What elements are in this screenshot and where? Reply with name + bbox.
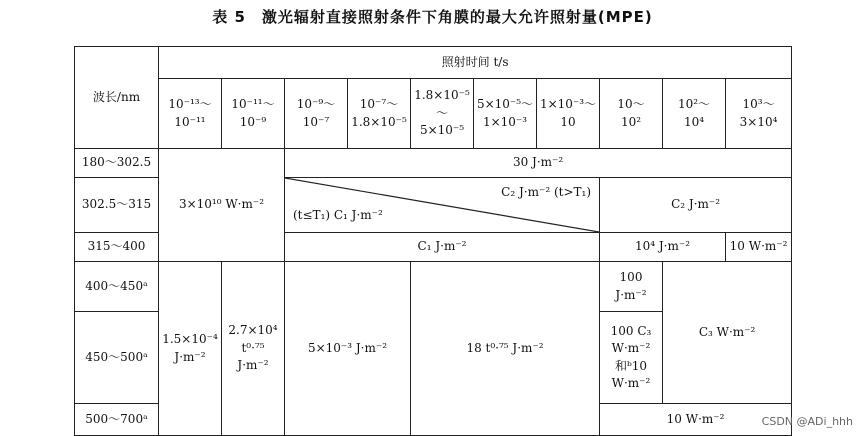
wavelength-cell: 302.5～315 <box>75 178 159 233</box>
wavelength-header: 波长/nm <box>75 47 159 149</box>
time-range-header <box>411 79 474 149</box>
diagonal-split-cell <box>285 178 600 233</box>
mpe-cell: C₁ J·m⁻² <box>285 233 600 262</box>
wavelength-cell: 500～700ᵃ <box>75 404 159 436</box>
time-range-header <box>537 79 600 149</box>
time-range-header <box>222 79 285 149</box>
mpe-cell: 18 t⁰·⁷⁵ J·m⁻² <box>411 262 600 436</box>
diag-lower-text: (t≤T₁) C₁ J·m⁻² <box>293 207 383 222</box>
mpe-cell <box>159 262 222 436</box>
time-range-top: 10～ <box>617 97 645 112</box>
wavelength-cell: 315～400 <box>75 233 159 262</box>
watermark: CSDN @ADi_hhh <box>761 415 853 428</box>
mpe-line: 100 C₃ <box>610 323 652 338</box>
time-range-top: 10⁻⁷～ <box>359 97 399 112</box>
mpe-line: J·m⁻² <box>615 287 647 302</box>
time-range-bottom: 1×10⁻³ <box>482 114 528 129</box>
time-range-top: 10⁻⁹～ <box>296 97 336 112</box>
uv-short-pulse-cell: 3×10¹⁰ W·m⁻² <box>159 149 285 262</box>
time-range-header <box>348 79 411 149</box>
time-range-header <box>726 79 792 149</box>
table-title: 表 5 激光辐射直接照射条件下角膜的最大允许照射量(MPE) <box>212 8 653 26</box>
time-range-top: 10⁻¹¹～ <box>231 97 275 112</box>
time-range-bottom: 10 <box>560 114 576 129</box>
mpe-line: 和ᵇ10 <box>614 358 648 373</box>
mpe-line: 2.7×10⁴ <box>228 323 278 338</box>
mpe-line: W·m⁻² <box>611 341 651 356</box>
mpe-cell: 10 W·m⁻² <box>600 404 792 436</box>
time-range-top: 1.8×10⁻⁵～ <box>414 88 470 120</box>
mpe-table <box>74 46 792 436</box>
wavelength-cell: 450～500ᵃ <box>75 312 159 404</box>
mpe-cell: C₂ J·m⁻² <box>600 178 792 233</box>
mpe-line: J·m⁻² <box>174 349 206 364</box>
time-range-top: 5×10⁻⁵～ <box>476 97 534 112</box>
time-range-bottom: 10⁴ <box>683 114 705 129</box>
time-range-header <box>663 79 726 149</box>
time-range-bottom: 1.8×10⁻⁵ <box>351 114 407 129</box>
mpe-cell: 10⁴ J·m⁻² <box>600 233 726 262</box>
mpe-cell: C₃ W·m⁻² <box>663 262 792 404</box>
mpe-cell <box>600 312 663 404</box>
mpe-line: t⁰·⁷⁵ <box>241 340 265 355</box>
mpe-line: J·m⁻² <box>237 358 269 373</box>
time-range-header <box>474 79 537 149</box>
mpe-cell: 5×10⁻³ J·m⁻² <box>285 262 411 436</box>
time-range-top: 10⁻¹³～ <box>168 97 212 112</box>
time-range-bottom: 5×10⁻⁵ <box>419 123 465 138</box>
mpe-cell: 30 J·m⁻² <box>285 149 792 178</box>
mpe-line: W·m⁻² <box>611 375 651 390</box>
time-range-header <box>285 79 348 149</box>
mpe-cell <box>600 262 663 312</box>
mpe-cell: 10 W·m⁻² <box>726 233 792 262</box>
mpe-cell <box>222 262 285 436</box>
time-range-bottom: 10⁻¹¹ <box>174 114 206 129</box>
time-range-top: 10²～ <box>677 97 711 112</box>
time-range-top: 10³～ <box>742 97 775 112</box>
time-range-header <box>600 79 663 149</box>
mpe-line: 1.5×10⁻⁴ <box>162 332 218 347</box>
mpe-line: 100 <box>619 270 643 285</box>
time-range-top: 1×10⁻³～ <box>539 97 597 112</box>
wavelength-cell: 180～302.5 <box>75 149 159 178</box>
time-range-header <box>159 79 222 149</box>
diag-upper-text: C₂ J·m⁻² (t>T₁) <box>501 185 591 199</box>
time-range-bottom: 10⁻⁷ <box>302 114 330 129</box>
time-range-bottom: 10⁻⁹ <box>239 114 267 129</box>
time-range-bottom: 10² <box>620 114 642 129</box>
time-range-bottom: 3×10⁴ <box>739 114 778 129</box>
wavelength-cell: 400～450ᵃ <box>75 262 159 312</box>
exposure-time-header: 照射时间 t/s <box>159 47 792 79</box>
